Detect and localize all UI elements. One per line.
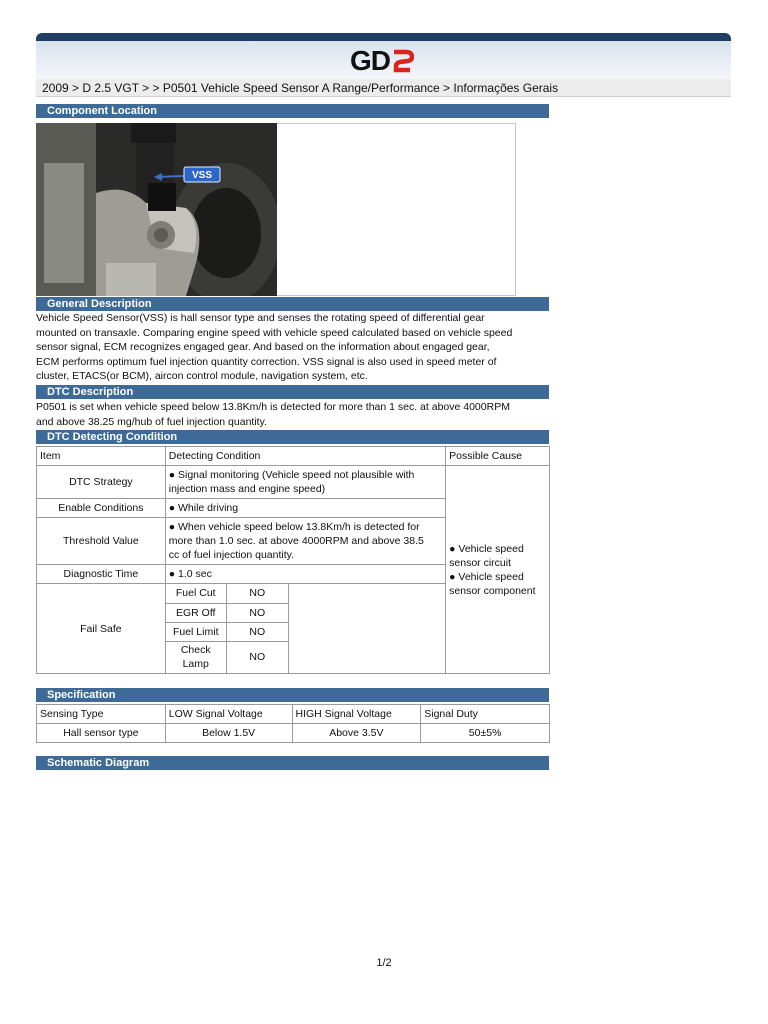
- fail-safe-value: NO: [226, 622, 288, 641]
- section-schematic-diagram: Schematic Diagram: [36, 756, 549, 770]
- fail-safe-cell: [165, 584, 445, 674]
- row-item: DTC Strategy: [37, 466, 166, 499]
- possible-cause-cell: [446, 466, 550, 674]
- row-condition: ● 1.0 sec: [165, 565, 445, 584]
- fail-safe-value: NO: [226, 584, 288, 603]
- dtc-detecting-table: [36, 446, 550, 674]
- logo-mark-icon: [392, 48, 414, 74]
- spec-header: Sensing Type: [37, 705, 166, 724]
- fail-safe-value: NO: [226, 603, 288, 622]
- section-general-description: General Description: [36, 297, 549, 311]
- desc-line: sensor signal, ECM recognizes engaged gear. And based on the information about engaged gear,: [36, 341, 490, 353]
- fail-safe-name-line: Lamp: [182, 658, 209, 671]
- logo-text: GD: [350, 45, 390, 76]
- condition-line: injection mass and engine speed): [168, 483, 326, 495]
- row-condition: ● While driving: [165, 499, 445, 518]
- dtc-table-wrap: [36, 446, 550, 674]
- desc-line: Vehicle Speed Sensor(VSS) is hall sensor type and senses the rotating speed of differential gear: [36, 312, 485, 324]
- header-item: Item: [37, 447, 166, 466]
- row-item: Enable Conditions: [37, 499, 166, 518]
- row-condition: [165, 518, 445, 565]
- section-dtc-detecting-condition: DTC Detecting Condition: [36, 430, 549, 444]
- general-description-text: [36, 311, 550, 384]
- spec-header: HIGH Signal Voltage: [292, 705, 421, 724]
- vss-label: VSS: [191, 170, 213, 181]
- spec-value: Above 3.5V: [292, 724, 421, 743]
- dtc-desc-line: P0501 is set when vehicle speed below 13.8Km/h is detected for more than 1 sec. at above 4000RPM: [36, 401, 510, 413]
- fail-safe-name: EGR Off: [166, 603, 227, 622]
- desc-line: mounted on transaxle. Comparing engine speed with vehicle speed calculated based on vehicle speed: [36, 326, 513, 339]
- spec-header: Signal Duty: [421, 705, 550, 724]
- cause-line: ● Vehicle speed: [449, 570, 524, 583]
- spec-value: 50±5%: [421, 724, 550, 743]
- header-detecting-condition: Detecting Condition: [165, 447, 445, 466]
- breadcrumb: 2009 > D 2.5 VGT > > P0501 Vehicle Speed Sensor A Range/Performance > Informações Gerais: [36, 79, 731, 97]
- cause-line: sensor circuit: [449, 556, 511, 569]
- page-number: 1/2: [376, 957, 392, 969]
- spec-value: Below 1.5V: [165, 724, 292, 743]
- condition-line: cc of fuel injection quantity.: [168, 549, 295, 561]
- section-dtc-description: DTC Description: [36, 385, 549, 399]
- spec-header: LOW Signal Voltage: [165, 705, 292, 724]
- fail-safe-table: [166, 584, 289, 673]
- section-component-location: Component Location: [36, 104, 549, 118]
- row-item: Threshold Value: [37, 518, 166, 565]
- condition-line: ● When vehicle speed below 13.8Km/h is detected for: [168, 521, 420, 533]
- row-condition: [165, 466, 445, 499]
- spec-value: Hall sensor type: [37, 724, 166, 743]
- cause-line: sensor component: [449, 584, 536, 597]
- section-specification: Specification: [36, 688, 549, 702]
- table-row: [37, 466, 550, 499]
- fail-safe-value: NO: [226, 641, 288, 673]
- fail-safe-name: [166, 641, 227, 673]
- fail-safe-name: Fuel Cut: [166, 584, 227, 603]
- condition-line: more than 1.0 sec. at above 4000RPM and above 38.5: [168, 535, 424, 547]
- desc-line: ECM performs optimum fuel injection quantity correction. VSS signal is also used in speed meter of: [36, 355, 497, 368]
- fail-safe-name-line: Check: [180, 644, 211, 657]
- header-possible-cause: Possible Cause: [446, 447, 550, 466]
- row-item: Diagnostic Time: [37, 565, 166, 584]
- condition-line: ● Signal monitoring (Vehicle speed not plausible with: [168, 469, 415, 481]
- dtc-desc-line: and above 38.25 mg/hub of fuel injection quantity.: [36, 415, 267, 428]
- specification-table: [36, 704, 550, 743]
- desc-line: cluster, ETACS(or BCM), aircon control module, navigation system, etc.: [36, 370, 368, 382]
- dtc-description-text: [36, 400, 550, 429]
- header-banner: [36, 33, 731, 79]
- component-photo: [36, 123, 277, 296]
- row-item-fail-safe: Fail Safe: [37, 584, 166, 674]
- engine-photo-image: [36, 123, 277, 296]
- gds-logo: [350, 47, 440, 75]
- cause-line: ● Vehicle speed: [449, 542, 524, 555]
- spec-table-wrap: [36, 704, 550, 743]
- fail-safe-name: Fuel Limit: [166, 622, 227, 641]
